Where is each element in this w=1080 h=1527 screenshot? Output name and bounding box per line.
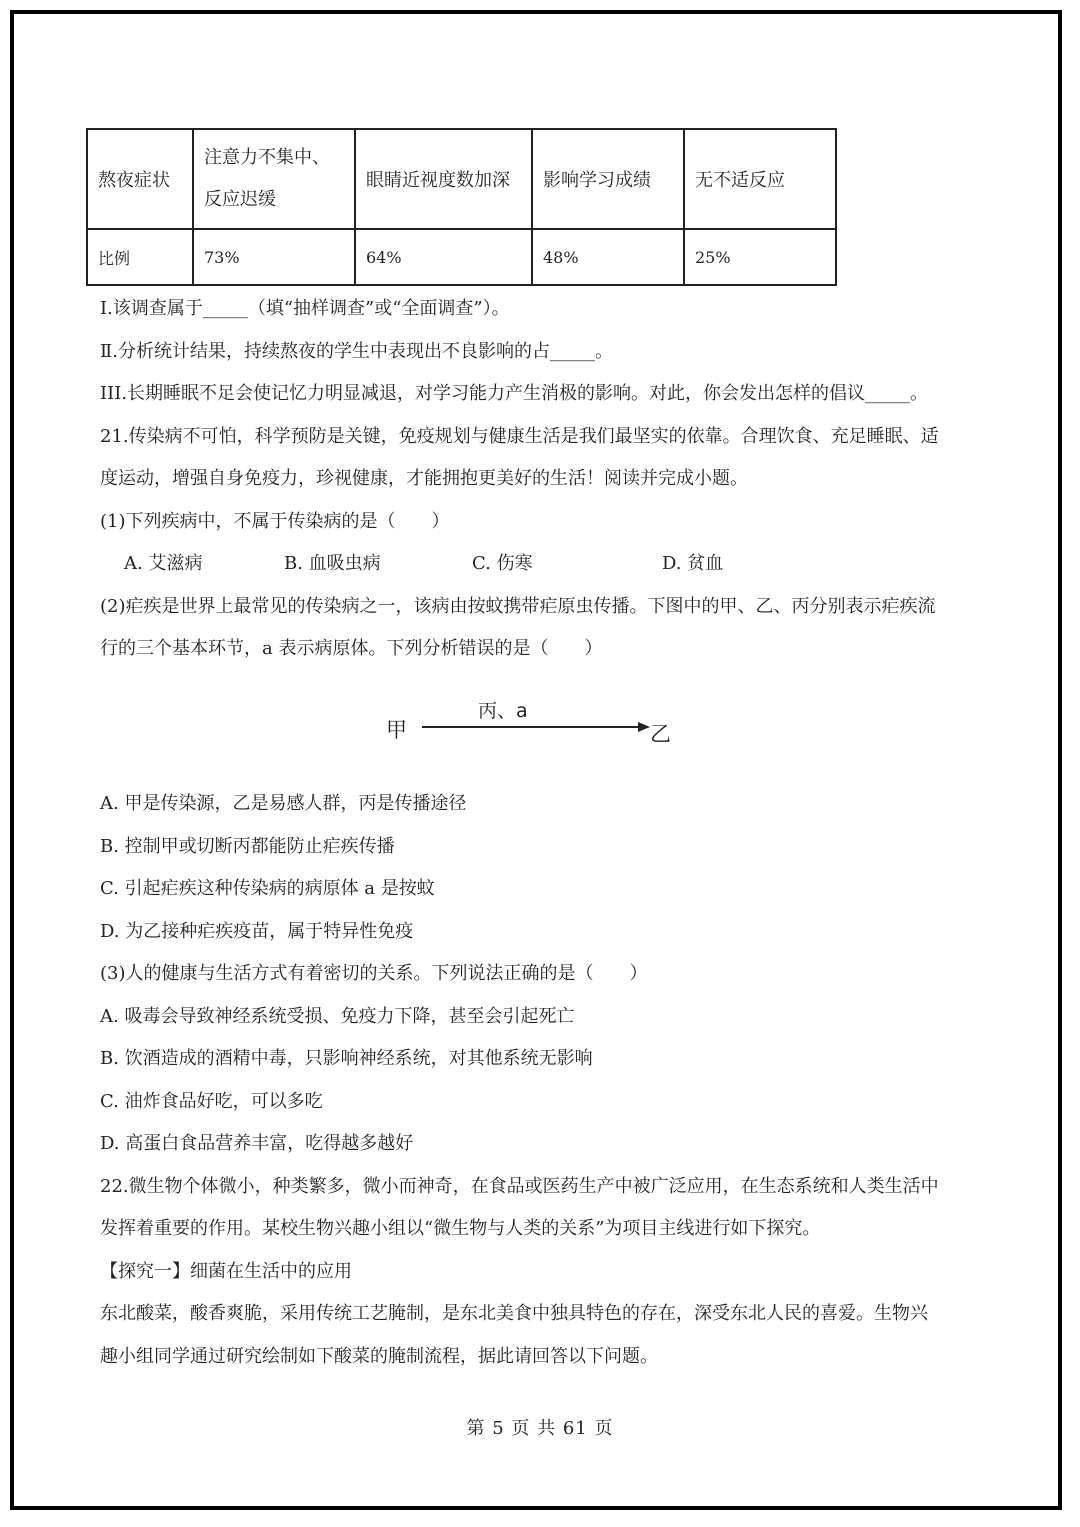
question-text: (3)人的健康与生活方式有着密切的关系。下列说法正确的是（ ）	[100, 963, 648, 984]
arrow-icon	[420, 720, 652, 734]
question-text: A. 吸毒会导致神经系统受损、免疫力下降，甚至会引起死亡	[100, 1006, 575, 1027]
option-a: A. 艾滋病	[124, 553, 203, 574]
table-row	[87, 129, 836, 229]
question-text: 21.传染病不可怕，科学预防是关键，免疫规划与健康生活是我们最坚实的依靠。合理饮食、充足睡眠、适	[100, 426, 939, 447]
option-d: D. 贫血	[662, 553, 724, 574]
question-text: III.长期睡眠不足会使记忆力明显减退，对学习能力产生消极的影响。对此，你会发出怎样的倡议_____。	[100, 383, 929, 404]
question-text: B. 控制甲或切断丙都能防止疟疾传播	[100, 836, 395, 857]
question-text: (2)疟疾是世界上最常见的传染病之一，该病由按蚊携带疟原虫传播。下图中的甲、乙、丙分别表示疟疾流	[100, 596, 936, 617]
question-text: 趣小组同学通过研究绘制如下酸菜的腌制流程，据此请回答以下问题。	[100, 1346, 658, 1367]
question-text: 行的三个基本环节，a 表示病原体。下列分析错误的是（ ）	[100, 638, 603, 659]
question-text: A. 甲是传染源，乙是易感人群，丙是传播途径	[100, 793, 467, 814]
table-cell: 73%	[193, 229, 355, 285]
question-text: D. 高蛋白食品营养丰富，吃得越多越好	[100, 1133, 414, 1154]
cell-line: 注意力不集中、	[204, 147, 330, 168]
question-text: B. 饮酒造成的酒精中毒，只影响神经系统，对其他系统无影响	[100, 1048, 593, 1069]
question-text: Ⅰ.该调查属于_____（填“抽样调查”或“全面调查”）。	[100, 298, 510, 319]
table-cell: 影响学习成绩	[532, 129, 684, 229]
page-number: 第 5 页 共 61 页	[466, 1418, 614, 1439]
table-cell: 眼睛近视度数加深	[355, 129, 532, 229]
question-text: D. 为乙接种疟疾疫苗，属于特异性免疫	[100, 921, 414, 942]
table-cell	[193, 129, 355, 229]
option-b: B. 血吸虫病	[284, 553, 381, 574]
answer-options	[124, 552, 1024, 576]
table-cell: 25%	[684, 229, 836, 285]
table-cell: 比例	[87, 229, 193, 285]
table-cell: 熬夜症状	[87, 129, 193, 229]
question-text: 22.微生物个体微小，种类繁多，微小而神奇，在食品或医药生产中被广泛应用，在生态系统和人类生活中	[100, 1176, 939, 1197]
question-text: 东北酸菜，酸香爽脆，采用传统工艺腌制，是东北美食中独具特色的存在，深受东北人民的喜爱。生物兴	[100, 1303, 928, 1324]
option-c: C. 伤寒	[472, 553, 533, 574]
survey-table	[86, 128, 837, 286]
cell-line: 反应迟缓	[204, 189, 276, 210]
table-cell: 48%	[532, 229, 684, 285]
question-text: 【探究一】细菌在生活中的应用	[100, 1261, 352, 1282]
question-text: (1)下列疾病中，不属于传染病的是（ ）	[100, 511, 450, 532]
transmission-diagram	[380, 690, 700, 750]
question-text: C. 油炸食品好吃，可以多吃	[100, 1091, 323, 1112]
question-text: C. 引起疟疾这种传染病的病原体 a 是按蚊	[100, 878, 435, 899]
table-row	[87, 229, 836, 285]
diagram-target-label: 乙	[650, 722, 671, 746]
table-cell: 无不适反应	[684, 129, 836, 229]
question-text: 度运动，增强自身免疫力，珍视健康，才能拥抱更美好的生活！阅读并完成小题。	[100, 468, 748, 489]
question-text: 发挥着重要的作用。某校生物兴趣小组以“微生物与人类的关系”为项目主线进行如下探究。	[100, 1218, 821, 1239]
diagram-arrow-label: 丙、a	[478, 700, 528, 722]
diagram-source-label: 甲	[386, 718, 407, 742]
question-text: Ⅱ.分析统计结果，持续熬夜的学生中表现出不良影响的占_____。	[100, 341, 613, 362]
table-cell: 64%	[355, 229, 532, 285]
